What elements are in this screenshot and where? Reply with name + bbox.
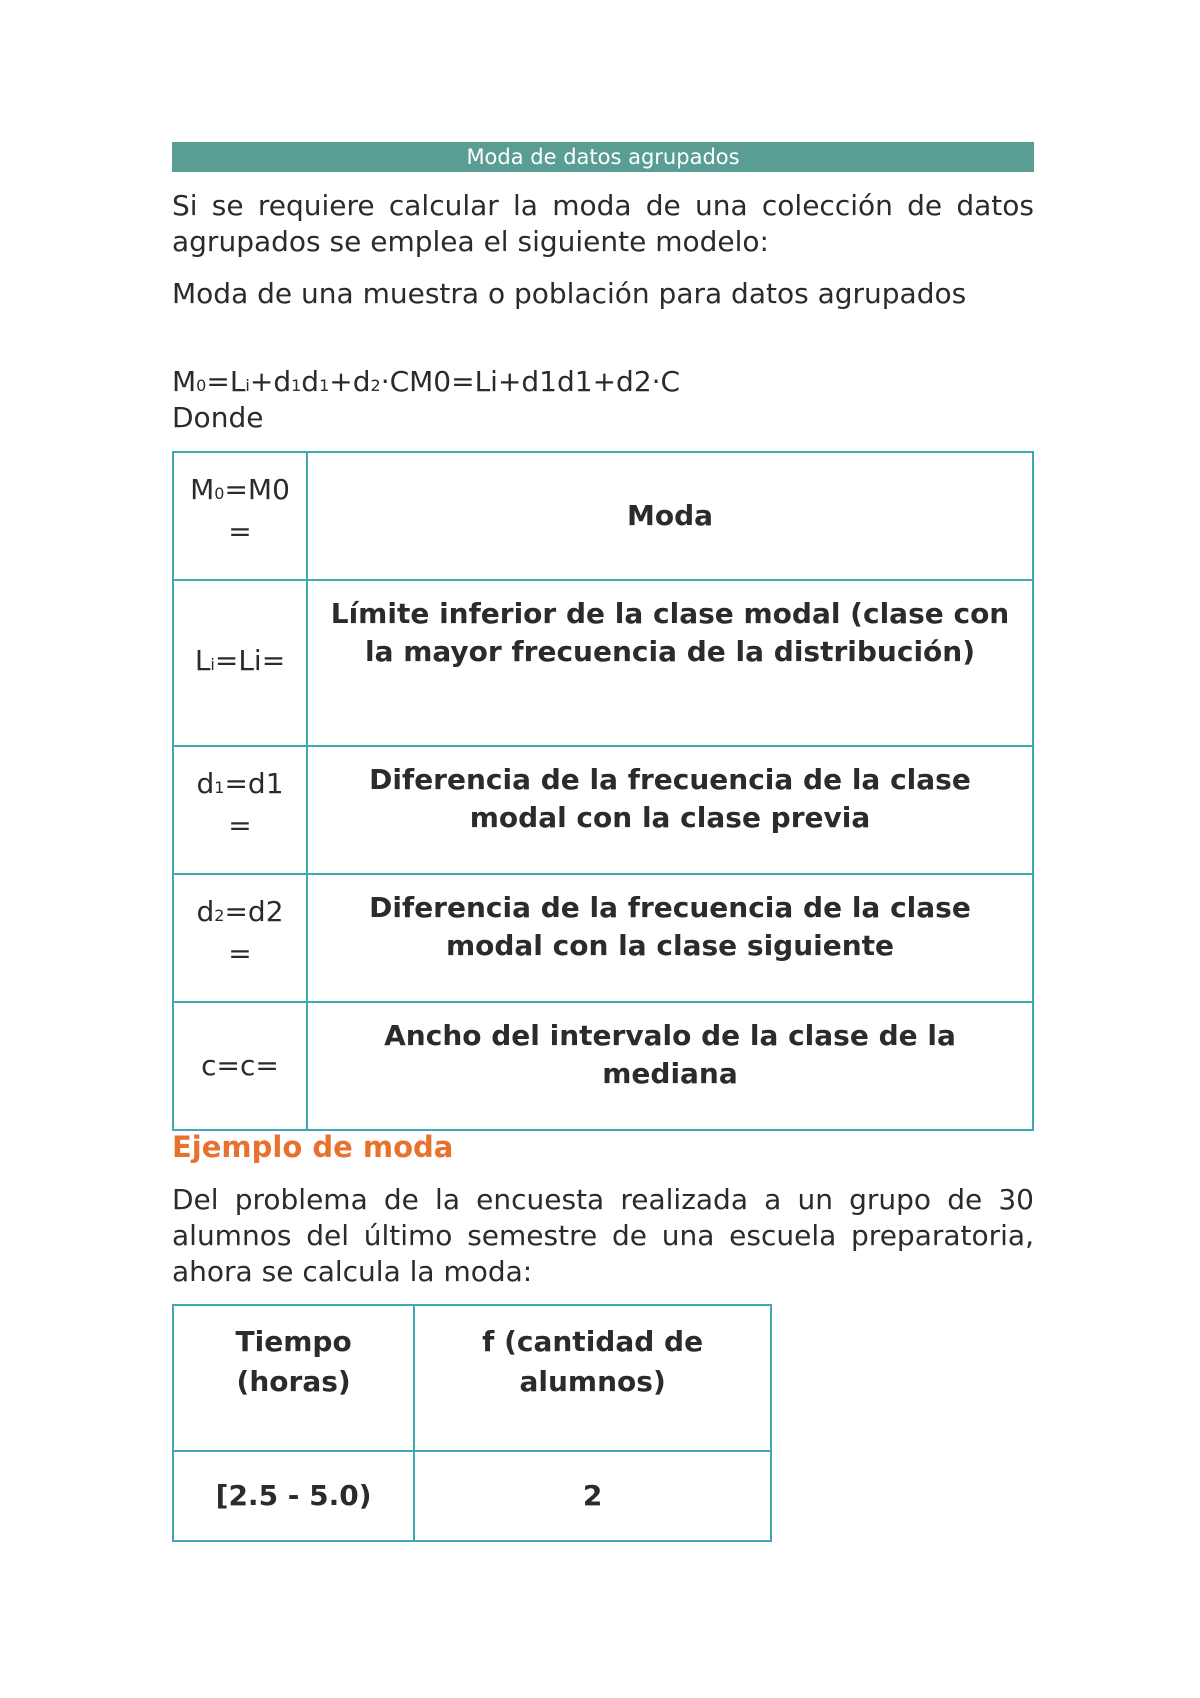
definitions-table xyxy=(172,451,1034,1131)
example-paragraph: Del problema de la encuesta realizada a un grupo de 30 alumnos del último semestre de una escuela preparatoria, ahora se calcula la moda: xyxy=(172,1183,1034,1288)
definition-description: Límite inferior de la clase modal (clase con la mayor frecuencia de la distribución) xyxy=(307,580,1033,746)
section-banner: Moda de datos agrupados xyxy=(172,142,1034,172)
table-header-time: Tiempo (horas) xyxy=(173,1305,414,1451)
definition-row xyxy=(173,746,1033,874)
table-row xyxy=(173,1451,771,1541)
example-heading: Ejemplo de moda xyxy=(172,1130,454,1164)
definition-symbol: M0=M0 = xyxy=(173,452,307,580)
table-header-row xyxy=(173,1305,771,1451)
table-cell-frequency: 2 xyxy=(414,1451,771,1541)
definition-description: Diferencia de la frecuencia de la clase modal con la clase siguiente xyxy=(307,874,1033,1002)
model-label: Moda de una muestra o población para datos agrupados xyxy=(172,277,967,310)
frequency-table xyxy=(172,1304,772,1542)
donde-label: Donde xyxy=(172,401,264,434)
definition-symbol: d1=d1 = xyxy=(173,746,307,874)
definition-description: Moda xyxy=(307,452,1033,580)
table-header-frequency: f (cantidad de alumnos) xyxy=(414,1305,771,1451)
definition-description: Diferencia de la frecuencia de la clase modal con la clase previa xyxy=(307,746,1033,874)
definition-symbol: Li=Li= xyxy=(173,580,307,746)
definition-symbol: c=c= xyxy=(173,1002,307,1130)
definition-row xyxy=(173,452,1033,580)
mode-formula: M0=Li+d1d1+d2·CM0=Li+d1d1+d2·C xyxy=(172,365,681,398)
intro-paragraph: Si se requiere calcular la moda de una colección de datos agrupados se emplea el siguiente modelo: xyxy=(172,189,1034,258)
definition-symbol: d2=d2 = xyxy=(173,874,307,1002)
table-cell-interval: [2.5 - 5.0) xyxy=(173,1451,414,1541)
definition-description: Ancho del intervalo de la clase de la mediana xyxy=(307,1002,1033,1130)
definition-row xyxy=(173,874,1033,1002)
definition-row xyxy=(173,580,1033,746)
definition-row xyxy=(173,1002,1033,1130)
